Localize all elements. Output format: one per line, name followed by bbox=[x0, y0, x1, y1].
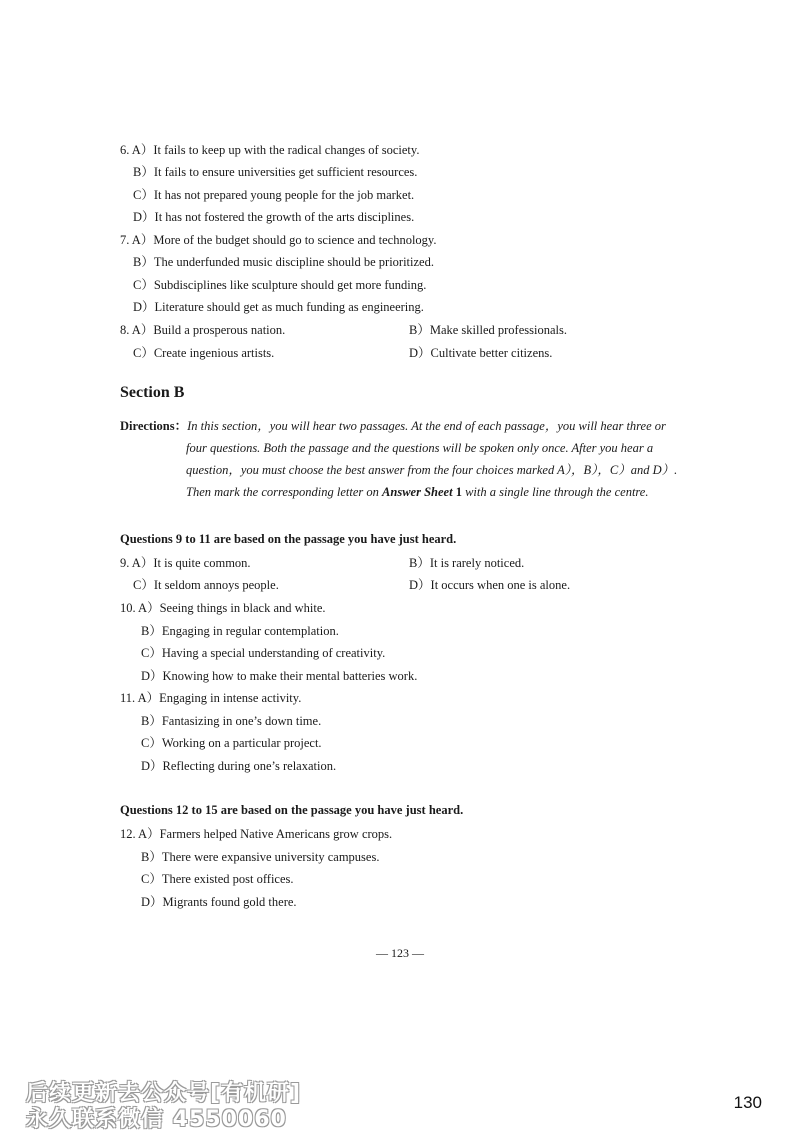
q7-option-a: 7. A）More of the budget should go to science and technology. bbox=[120, 233, 437, 247]
directions-line-3: question，you must choose the best answer from the four choices marked A），B），C）and D）. bbox=[186, 463, 678, 477]
q6-option-c: C）It has not prepared young people for the job market. bbox=[133, 188, 415, 202]
q9-option-b: B）It is rarely noticed. bbox=[409, 556, 525, 570]
q7-option-c: C）Subdisciplines like sculpture should get more funding. bbox=[133, 278, 427, 292]
q11-option-a: 11. A）Engaging in intense activity. bbox=[120, 691, 302, 705]
q8-option-c: C）Create ingenious artists. bbox=[133, 346, 275, 360]
q10-option-d: D）Knowing how to make their mental batteries work. bbox=[141, 669, 418, 683]
directions-line-4: Then mark the corresponding letter on Answer Sheet 1 with a single line through the centre. bbox=[186, 485, 649, 499]
q12-option-c: C）There existed post offices. bbox=[141, 872, 294, 886]
q6-option-d: D）It has not fostered the growth of the arts disciplines. bbox=[133, 210, 415, 224]
q11-option-d: D）Reflecting during one’s relaxation. bbox=[141, 759, 337, 773]
page-number: — 123 — bbox=[376, 946, 424, 960]
directions bbox=[120, 415, 680, 503]
q12-option-b: B）There were expansive university campuses. bbox=[141, 850, 380, 864]
q12-option-a: 12. A）Farmers helped Native Americans grow crops. bbox=[120, 827, 393, 841]
q10-option-c: C）Having a special understanding of creativity. bbox=[141, 646, 386, 660]
group-2-heading: Questions 12 to 15 are based on the passage you have just heard. bbox=[120, 803, 464, 817]
watermark-line-2: 永久联系微信 4550060 bbox=[26, 1107, 287, 1132]
q9-option-d: D）It occurs when one is alone. bbox=[409, 578, 571, 592]
section-title: Section B bbox=[120, 384, 185, 401]
q8-option-b: B）Make skilled professionals. bbox=[409, 323, 567, 337]
q8-option-a: 8. A）Build a prosperous nation. bbox=[120, 323, 286, 337]
watermark-line-1: 后续更新去公众号[有机研] bbox=[26, 1081, 302, 1106]
answer-sheet-term: Answer Sheet bbox=[382, 485, 453, 499]
directions-label: Directions： bbox=[120, 419, 188, 433]
q7-option-b: B）The underfunded music discipline should be prioritized. bbox=[133, 255, 434, 269]
q7-option-d: D）Literature should get as much funding as engineering. bbox=[133, 300, 424, 314]
q10-option-b: B）Engaging in regular contemplation. bbox=[141, 624, 339, 638]
corner-page-number: 130 bbox=[733, 1093, 762, 1112]
q12-option-d: D）Migrants found gold there. bbox=[141, 895, 297, 909]
q6-option-b: B）It fails to ensure universities get sufficient resources. bbox=[133, 165, 418, 179]
q11-option-b: B）Fantasizing in one’s down time. bbox=[141, 714, 322, 728]
group-1-heading: Questions 9 to 11 are based on the passage you have just heard. bbox=[120, 532, 457, 546]
directions-line-2: four questions. Both the passage and the questions will be spoken only once. After you hear a bbox=[186, 441, 654, 455]
q6-option-a: 6. A）It fails to keep up with the radical changes of society. bbox=[120, 143, 420, 157]
directions-line-1: In this section，you will hear two passages. At the end of each passage，you will hear three or bbox=[187, 419, 666, 433]
q10-option-a: 10. A）Seeing things in black and white. bbox=[120, 601, 326, 615]
q9-option-a: 9. A）It is quite common. bbox=[120, 556, 251, 570]
q11-option-c: C）Working on a particular project. bbox=[141, 736, 322, 750]
q9-option-c: C）It seldom annoys people. bbox=[133, 578, 279, 592]
q8-option-d: D）Cultivate better citizens. bbox=[409, 346, 553, 360]
